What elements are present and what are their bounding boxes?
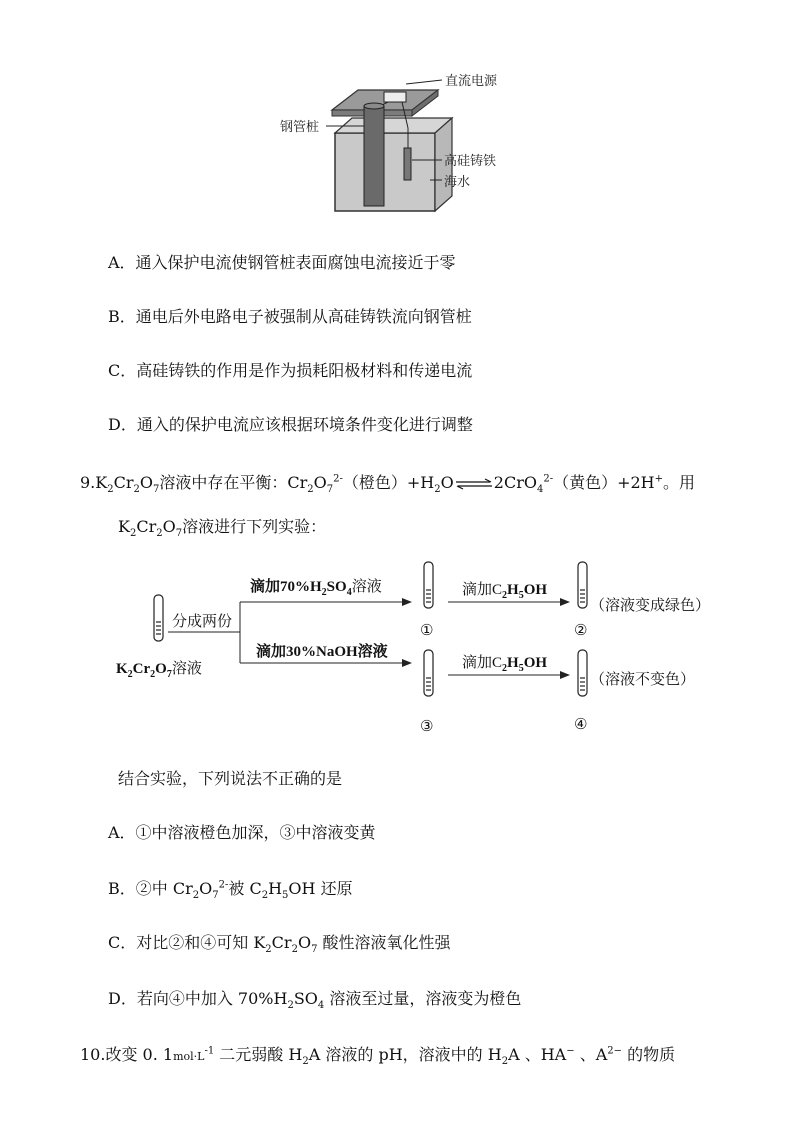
q8-option-d: D．通入的保护电流应该根据环境条件变化进行调整 <box>108 415 473 434</box>
opt-d-mid: SO <box>293 989 318 1008</box>
q9-option-d <box>108 986 521 1011</box>
opt-b-end: OH 还原 <box>288 879 353 898</box>
formula-k: K <box>118 517 130 536</box>
equilibrium-arrow-icon <box>454 479 494 489</box>
arrowhead-bot-1 <box>402 659 412 667</box>
q9-text-2: （橙色）+H <box>342 473 435 492</box>
q10-stem <box>80 1042 675 1067</box>
opt-b-charge: 2- <box>218 879 229 891</box>
q10-mid3: A 、HA <box>508 1045 567 1064</box>
label-steel-pile: 钢管桩 <box>280 119 320 134</box>
q10-sup2: 2− <box>607 1045 623 1057</box>
arrowhead-top-1 <box>402 598 412 606</box>
q9-number: 9. <box>80 473 96 492</box>
opt-b-h-sub: 5 <box>282 890 289 902</box>
pointer-power <box>406 80 442 84</box>
label-anode: 高硅铸铁 <box>444 153 497 168</box>
chromate-sub: 4 <box>536 484 544 496</box>
opt-b-h: H <box>268 879 283 898</box>
q10-mid2: A 溶液的 pH，溶液中的 H <box>308 1045 502 1064</box>
formula-cr: Cr <box>113 473 134 492</box>
h-charge: + <box>654 473 664 485</box>
ion-o: O <box>313 473 327 492</box>
q8-option-b: B．通电后外电路电子被强制从高硅铸铁流向钢管桩 <box>108 307 472 326</box>
label-split: 分成两份 <box>172 614 233 630</box>
opt-d-sub: 2 <box>287 1000 294 1012</box>
q8-option-c: C．高硅铸铁的作用是作为损耗阳极材料和传递电流 <box>108 361 473 380</box>
q9-option-c <box>108 930 451 955</box>
test-tube-4 <box>578 650 587 696</box>
opt-b-cr-sub: 2 <box>192 890 200 902</box>
opt-c-o-sub: 7 <box>311 944 318 956</box>
opt-b-pre: B．②中 <box>108 879 173 898</box>
opt-c-cr-sub: 2 <box>291 944 298 956</box>
water-sub: 2 <box>434 484 441 496</box>
formula-o: O <box>139 473 153 492</box>
formula-k-sub: 2 <box>107 484 114 496</box>
opt-c-k: K <box>253 933 266 952</box>
seawater-tank <box>335 133 435 211</box>
opt-b-cr: Cr <box>172 879 193 898</box>
q9-option-a: A．①中溶液橙色加深，③中溶液变黄 <box>108 823 376 842</box>
q10-unit-sup: -1 <box>204 1045 215 1057</box>
formula-cr-sub: 2 <box>156 528 163 540</box>
opt-d-end: 溶液至过量，溶液变为橙色 <box>324 989 522 1008</box>
ion-charge: 2- <box>333 473 343 485</box>
q10-sup1: − <box>566 1045 575 1057</box>
q9-text-line2: 溶液进行下列实验： <box>182 517 327 536</box>
formula-cr-sub: 2 <box>133 484 140 496</box>
ion-cr: Cr <box>287 473 308 492</box>
experiment-diagram <box>110 560 730 740</box>
steel-pile <box>364 106 384 206</box>
opt-c-end: 酸性溶液氧化性强 <box>317 933 451 952</box>
q10-end: 的物质 <box>622 1045 676 1064</box>
arrowhead-top-2 <box>560 598 570 606</box>
q9-text-3: O <box>440 473 454 492</box>
note-tube-4: （溶液不变色） <box>590 672 696 688</box>
opt-c-pre: C．对比②和④可知 <box>108 933 254 952</box>
q9-option-b <box>108 876 353 901</box>
q8-option-a: A．通入保护电流使钢管桩表面腐蚀电流接近于零 <box>108 253 456 272</box>
q9-text-6: 。用 <box>663 473 696 492</box>
q9-stem-line2 <box>118 514 326 539</box>
formula-o: O <box>162 517 176 536</box>
ion-o-sub: 7 <box>326 484 334 496</box>
label-tube-2: ② <box>574 621 588 639</box>
label-dc-power: 直流电源 <box>445 73 498 88</box>
test-tube-3 <box>424 650 433 696</box>
arrowhead-bot-2 <box>560 671 570 679</box>
label-tube-3: ③ <box>420 717 434 735</box>
label-base: 滴加30%NaOH溶液 <box>256 644 388 660</box>
note-tube-2: （溶液变成绿色） <box>590 598 711 614</box>
label-start-solution: $K_2Cr_2O_7$溶液 <box>116 661 202 680</box>
q10-mid: 二元弱酸 H <box>214 1045 303 1064</box>
q10-sub2: 2 <box>501 1056 509 1068</box>
label-ethanol-top: 滴加$C_2H_5OH$ <box>462 582 548 601</box>
opt-d-pre: D．若向④中加入 70%H <box>108 989 288 1008</box>
opt-b-o-sub: 7 <box>212 890 219 902</box>
q9-text-4: 2CrO <box>493 473 537 492</box>
steel-pile-top <box>364 103 384 109</box>
dc-power-box <box>384 92 406 102</box>
label-acid: 滴加$70\%H_2SO_4$溶液 <box>250 579 382 598</box>
formula-o-sub: 7 <box>152 484 160 496</box>
opt-d-sub2: 4 <box>317 1000 325 1012</box>
test-tube-2 <box>578 562 587 608</box>
opt-b-o: O <box>199 879 213 898</box>
formula-cr: Cr <box>136 517 157 536</box>
label-seawater: 海水 <box>444 174 471 189</box>
q10-mid4: 、A <box>574 1045 608 1064</box>
cathodic-protection-diagram <box>280 68 530 218</box>
chromate-charge: 2- <box>543 473 554 485</box>
q9-text-1: 溶液中存在平衡： <box>159 473 288 492</box>
opt-c-k-sub: 2 <box>265 944 272 956</box>
opt-b-mid: 被 C <box>228 879 262 898</box>
q9-stem-line1 <box>80 470 695 495</box>
label-tube-1: ① <box>420 621 434 639</box>
q10-unit: mol·L <box>173 1050 205 1063</box>
ion-cr-sub: 2 <box>307 484 314 496</box>
formula-k-sub: 2 <box>129 528 137 540</box>
opt-c-cr: Cr <box>271 933 292 952</box>
formula-k: K <box>95 473 108 492</box>
opt-b-c-sub: 2 <box>261 890 269 902</box>
label-tube-4: ④ <box>574 715 588 733</box>
high-silicon-iron-anode <box>404 148 411 180</box>
q9-question: 结合实验，下列说法不正确的是 <box>118 769 343 788</box>
q10-pre: 10.改变 0. 1 <box>80 1045 174 1064</box>
formula-o-sub: 7 <box>175 528 183 540</box>
opt-c-o: O <box>297 933 312 952</box>
test-tube-1 <box>424 562 433 608</box>
q10-sub1: 2 <box>302 1056 309 1068</box>
test-tube-start <box>154 595 163 641</box>
label-ethanol-bot: 滴加$C_2H_5OH$ <box>462 655 548 674</box>
q9-text-5: （黄色）+2H <box>553 473 655 492</box>
